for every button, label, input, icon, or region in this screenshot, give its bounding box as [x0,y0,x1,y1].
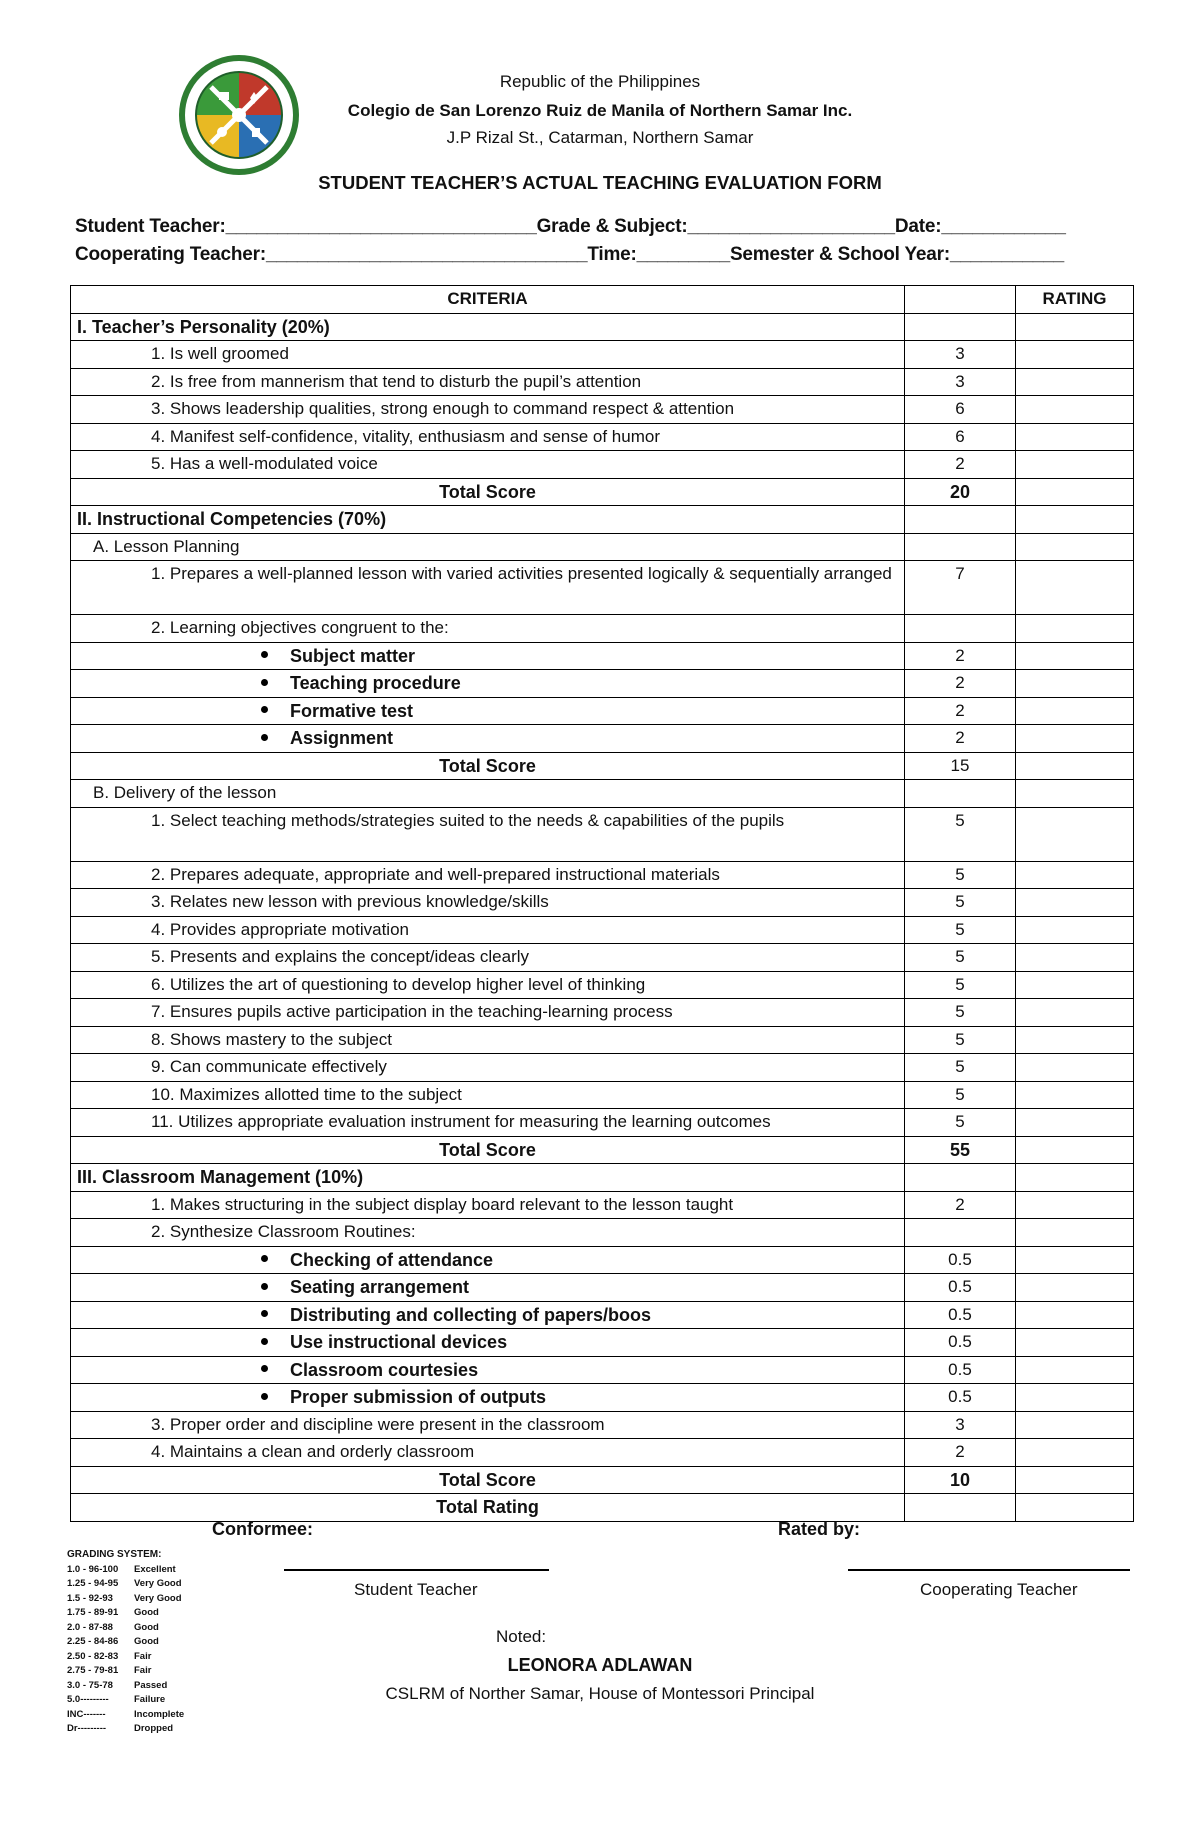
criteria-cell [71,1054,905,1082]
conformee-label: Conformee: [212,1519,314,1539]
table-row [71,313,1134,341]
criteria-text: Total Rating [436,1497,539,1517]
rating-cell[interactable] [1016,697,1134,725]
grading-description: Fair [134,1650,152,1662]
table-row [71,341,1134,369]
criteria-text: 2. Learning objectives congruent to the: [151,618,449,637]
criteria-cell [71,697,905,725]
points-cell: 7 [905,561,1016,615]
table-row [71,1384,1134,1412]
rating-cell[interactable] [1016,1109,1134,1137]
criteria-text: A. Lesson Planning [93,536,240,556]
points-cell: 5 [905,971,1016,999]
rating-cell[interactable] [1016,1246,1134,1274]
rating-cell[interactable] [1016,1219,1134,1247]
criteria-cell [71,1384,905,1412]
grading-range: Dr--------- [67,1723,107,1734]
points-cell [905,1164,1016,1192]
grading-range: 2.0 - 87-88 [67,1621,113,1633]
rated-by-label: Rated by: [778,1519,861,1539]
criteria-text: B. Delivery of the lesson [93,783,277,802]
rating-cell[interactable] [1016,1411,1134,1439]
criteria-cell [71,313,905,341]
table-row [71,1301,1134,1329]
points-cell: 3 [905,368,1016,396]
criteria-text: 8. Shows mastery to the subject [151,1029,392,1049]
table-row [71,1219,1134,1247]
rating-cell[interactable] [1016,1054,1134,1082]
criteria-text: Formative test [290,700,414,721]
points-cell: 0.5 [905,1274,1016,1302]
criteria-text: 11. Utilizes appropriate evaluation instrument for measuring the learning outcomes [151,1112,771,1131]
criteria-text: 5. Presents and explains the concept/ideas clearly [151,947,530,966]
table-row [71,1246,1134,1274]
school-seal-logo [178,54,300,176]
criteria-cell [71,1301,905,1329]
rating-cell[interactable] [1016,1191,1134,1219]
rating-cell[interactable] [1016,780,1134,808]
criteria-cell [71,725,905,753]
table-row [71,1274,1134,1302]
cooperating-teacher-label: Cooperating Teacher [920,1580,1078,1599]
points-cell [905,1494,1016,1522]
bullet-icon [261,706,268,713]
points-cell: 5 [905,944,1016,972]
table-row [71,1329,1134,1357]
table-row [71,533,1134,561]
table-row [71,1191,1134,1219]
criteria-text: 4. Manifest self-confidence, vitality, enthusiasm and sense of humor [151,426,660,446]
points-cell: 0.5 [905,1329,1016,1357]
table-row [71,506,1134,534]
points-cell: 5 [905,916,1016,944]
principal-title: CSLRM of Norther Samar, House of Montessori Principal [385,1684,815,1703]
rating-cell[interactable] [1016,1384,1134,1412]
grading-range: INC------- [67,1708,106,1720]
rating-cell[interactable] [1016,615,1134,643]
cooperating-teacher-signature-line [848,1569,1130,1571]
criteria-text: Subject matter [290,645,416,666]
points-cell: 2 [905,1439,1016,1467]
points-cell: 20 [905,478,1016,506]
criteria-cell [71,999,905,1027]
criteria-cell [71,807,905,861]
grading-row [67,1577,184,1592]
grading-range: 1.25 - 94-95 [67,1578,119,1589]
points-header [905,286,1016,314]
rating-header: RATING [1016,286,1134,314]
points-cell: 5 [905,999,1016,1027]
rating-cell[interactable] [1016,971,1134,999]
rating-cell[interactable] [1016,533,1134,561]
grading-row [67,1621,184,1636]
criteria-text: 1. Prepares a well-planned lesson with varied activities presented logically & sequentially arranged [151,564,892,583]
table-row [71,697,1134,725]
table-row [71,478,1134,506]
criteria-text: 1. Is well groomed [151,344,289,363]
rating-cell[interactable] [1016,725,1134,753]
table-row [71,670,1134,698]
rating-cell[interactable] [1016,999,1134,1027]
criteria-cell [71,368,905,396]
criteria-text: 10. Maximizes allotted time to the subject [151,1084,462,1104]
rating-cell[interactable] [1016,1494,1134,1522]
points-cell: 5 [905,1026,1016,1054]
points-cell: 0.5 [905,1356,1016,1384]
rating-cell[interactable] [1016,670,1134,698]
rating-cell[interactable] [1016,1274,1134,1302]
table-row [71,1081,1134,1109]
table-row [71,396,1134,424]
criteria-cell [71,1081,905,1109]
criteria-cell [71,1274,905,1302]
table-row [71,861,1134,889]
rating-cell[interactable] [1016,752,1134,780]
bullet-icon [261,734,268,741]
criteria-text: 5. Has a well-modulated voice [151,454,378,473]
table-row [71,642,1134,670]
rating-cell[interactable] [1016,889,1134,917]
rating-cell[interactable] [1016,1164,1134,1192]
cooperating-teacher-info-line: Cooperating Teacher:_______________________________Time:_________Semester & School Year:___________ [75,244,1064,265]
criteria-text: Use instructional devices [290,1332,508,1352]
criteria-cell [71,1191,905,1219]
criteria-cell [71,780,905,808]
table-row [71,451,1134,479]
criteria-text: 4. Maintains a clean and orderly classroom [151,1442,475,1461]
points-cell: 5 [905,1109,1016,1137]
rating-cell[interactable] [1016,1356,1134,1384]
principal-name: LEONORA ADLAWAN [507,1655,693,1675]
criteria-cell [71,1356,905,1384]
bullet-icon [261,1338,268,1345]
criteria-text: 7. Ensures pupils active participation in the teaching-learning process [151,1002,673,1021]
table-row [71,752,1134,780]
points-cell: 6 [905,396,1016,424]
table-header-row [71,286,1134,314]
table-row [71,1411,1134,1439]
criteria-text: Classroom courtesies [290,1359,479,1380]
points-cell [905,313,1016,341]
table-row [71,725,1134,753]
criteria-cell [71,670,905,698]
criteria-cell [71,1466,905,1494]
criteria-cell [71,615,905,643]
criteria-cell [71,506,905,534]
header-address: J.P Rizal St., Catarman, Northern Samar [446,128,754,147]
criteria-text: Seating arrangement [290,1277,470,1297]
criteria-table [70,285,1134,1522]
rating-cell[interactable] [1016,561,1134,615]
student-teacher-info-line: Student Teacher:______________________________Grade & Subject:____________________Date:____________ [75,216,1066,237]
criteria-cell [71,861,905,889]
noted-label: Noted: [496,1627,547,1646]
rating-cell[interactable] [1016,506,1134,534]
criteria-cell [71,451,905,479]
points-cell: 5 [905,889,1016,917]
bullet-icon [261,1393,268,1400]
grading-description: Incomplete [134,1708,185,1720]
criteria-text: 1. Select teaching methods/strategies suited to the needs & capabilities of the pupils [151,810,785,830]
rating-cell[interactable] [1016,313,1134,341]
grading-description: Good [134,1621,159,1633]
grading-row [67,1722,184,1737]
criteria-cell [71,752,905,780]
criteria-text: 4. Provides appropriate motivation [151,919,409,939]
grading-row [67,1635,184,1650]
grading-row [67,1563,184,1578]
table-row [71,615,1134,643]
criteria-cell [71,1109,905,1137]
table-row [71,1164,1134,1192]
table-row [71,1494,1134,1522]
table-row [71,971,1134,999]
rating-cell[interactable] [1016,1301,1134,1329]
criteria-cell [71,341,905,369]
bullet-icon [261,1255,268,1262]
grading-row [67,1606,184,1621]
criteria-text: Total Score [439,1139,536,1160]
table-row [71,916,1134,944]
points-cell: 2 [905,697,1016,725]
points-cell: 2 [905,725,1016,753]
form-title: STUDENT TEACHER’S ACTUAL TEACHING EVALUATION FORM [318,172,882,193]
criteria-cell [71,1411,905,1439]
points-cell [905,533,1016,561]
points-cell: 5 [905,861,1016,889]
student-teacher-label: Student Teacher [354,1580,478,1599]
bullet-icon [261,1283,268,1290]
grading-range: 5.0--------- [67,1694,109,1705]
criteria-cell [71,971,905,999]
grading-description: Fair [134,1665,152,1676]
grading-description: Failure [134,1694,166,1705]
rating-cell[interactable] [1016,642,1134,670]
rating-cell[interactable] [1016,1329,1134,1357]
grading-row [67,1693,184,1708]
grading-range: 2.75 - 79-81 [67,1665,119,1676]
table-row [71,561,1134,615]
table-row [71,1026,1134,1054]
criteria-cell [71,944,905,972]
table-row [71,423,1134,451]
grading-system-legend [67,1548,184,1737]
criteria-cell [71,1329,905,1357]
table-row [71,780,1134,808]
grading-range: 2.50 - 82-83 [67,1650,119,1662]
rating-cell[interactable] [1016,861,1134,889]
points-cell [905,1219,1016,1247]
points-cell: 5 [905,1081,1016,1109]
criteria-cell [71,1246,905,1274]
grading-range: 1.75 - 89-91 [67,1607,119,1618]
criteria-text: 6. Utilizes the art of questioning to develop higher level of thinking [151,974,646,994]
grading-description: Excellent [134,1563,176,1575]
points-cell: 2 [905,1191,1016,1219]
points-cell: 0.5 [905,1301,1016,1329]
table-row [71,889,1134,917]
criteria-text: 1. Makes structuring in the subject display board relevant to the lesson taught [151,1194,734,1214]
rating-cell[interactable] [1016,478,1134,506]
criteria-text: 3. Shows leadership qualities, strong enough to command respect & attention [151,399,735,418]
criteria-text: Total Score [439,1469,536,1490]
grading-description: Dropped [134,1723,174,1734]
points-cell: 55 [905,1136,1016,1164]
grading-row [67,1592,184,1607]
bullet-icon [261,1365,268,1372]
rating-cell[interactable] [1016,807,1134,861]
criteria-cell [71,916,905,944]
grading-range: 2.25 - 84-86 [67,1636,119,1647]
points-cell: 3 [905,341,1016,369]
rating-cell[interactable] [1016,1026,1134,1054]
points-cell: 2 [905,670,1016,698]
criteria-text: Distributing and collecting of papers/boos [290,1304,652,1325]
criteria-cell [71,561,905,615]
rating-cell[interactable] [1016,396,1134,424]
points-cell: 3 [905,1411,1016,1439]
criteria-cell [71,642,905,670]
criteria-cell [71,889,905,917]
criteria-cell [71,423,905,451]
rating-cell[interactable] [1016,944,1134,972]
rating-cell[interactable] [1016,1439,1134,1467]
table-row [71,1356,1134,1384]
criteria-text: 2. Is free from mannerism that tend to disturb the pupil’s attention [151,371,642,391]
grading-row [67,1650,184,1665]
criteria-text: 2. Synthesize Classroom Routines: [151,1222,416,1241]
criteria-cell [71,1026,905,1054]
grading-description: Good [134,1607,159,1618]
criteria-header: CRITERIA [71,286,905,314]
criteria-cell [71,478,905,506]
criteria-cell [71,1164,905,1192]
criteria-cell [71,1136,905,1164]
table-row [71,368,1134,396]
rating-cell[interactable] [1016,1081,1134,1109]
criteria-text: 2. Prepares adequate, appropriate and well-prepared instructional materials [151,864,720,884]
student-teacher-signature-line [284,1569,549,1571]
grading-system-title: GRADING SYSTEM: [67,1549,162,1560]
criteria-text: Teaching procedure [290,673,461,693]
points-cell [905,506,1016,534]
points-cell [905,615,1016,643]
grading-description: Very Good [134,1578,182,1589]
grading-description: Very Good [134,1592,182,1604]
rating-cell[interactable] [1016,368,1134,396]
criteria-cell [71,1219,905,1247]
table-row [71,999,1134,1027]
points-cell: 15 [905,752,1016,780]
header-country: Republic of the Philippines [499,72,701,91]
table-row [71,1109,1134,1137]
criteria-text: I. Teacher’s Personality (20%) [77,316,330,337]
criteria-text: 3. Proper order and discipline were present in the classroom [151,1414,605,1434]
criteria-text: Assignment [290,728,394,748]
criteria-cell [71,1494,905,1522]
points-cell: 0.5 [905,1246,1016,1274]
rating-cell[interactable] [1016,341,1134,369]
rating-cell[interactable] [1016,451,1134,479]
table-row [71,1439,1134,1467]
points-cell: 10 [905,1466,1016,1494]
criteria-text: 9. Can communicate effectively [151,1057,387,1076]
points-cell: 5 [905,1054,1016,1082]
grading-range: 3.0 - 75-78 [67,1679,113,1691]
table-row [71,1466,1134,1494]
grading-description: Good [134,1636,159,1647]
grading-row [67,1664,184,1679]
table-row [71,807,1134,861]
criteria-text: III. Classroom Management (10%) [77,1167,364,1187]
criteria-cell [71,396,905,424]
criteria-text: Checking of attendance [290,1249,494,1270]
rating-cell[interactable] [1016,1466,1134,1494]
criteria-cell [71,1439,905,1467]
bullet-icon [261,1310,268,1317]
points-cell: 0.5 [905,1384,1016,1412]
table-row [71,1136,1134,1164]
points-cell: 6 [905,423,1016,451]
rating-cell[interactable] [1016,1136,1134,1164]
criteria-text: Total Score [439,481,536,502]
points-cell [905,780,1016,808]
points-cell: 5 [905,807,1016,861]
grading-row [67,1679,184,1694]
criteria-text: 3. Relates new lesson with previous knowledge/skills [151,892,549,911]
bullet-icon [261,679,268,686]
grading-row [67,1708,184,1723]
points-cell: 2 [905,451,1016,479]
bullet-icon [261,651,268,658]
criteria-text: II. Instructional Competencies (70%) [77,509,387,529]
header-school-name: Colegio de San Lorenzo Ruiz de Manila of Northern Samar Inc. [347,101,853,120]
points-cell: 2 [905,642,1016,670]
grading-description: Passed [134,1679,168,1691]
criteria-text: Proper submission of outputs [290,1387,547,1407]
rating-cell[interactable] [1016,423,1134,451]
grading-range: 1.5 - 92-93 [67,1592,113,1604]
rating-cell[interactable] [1016,916,1134,944]
grading-range: 1.0 - 96-100 [67,1563,119,1575]
table-row [71,1054,1134,1082]
table-row [71,944,1134,972]
criteria-cell [71,533,905,561]
criteria-text: Total Score [439,755,536,776]
